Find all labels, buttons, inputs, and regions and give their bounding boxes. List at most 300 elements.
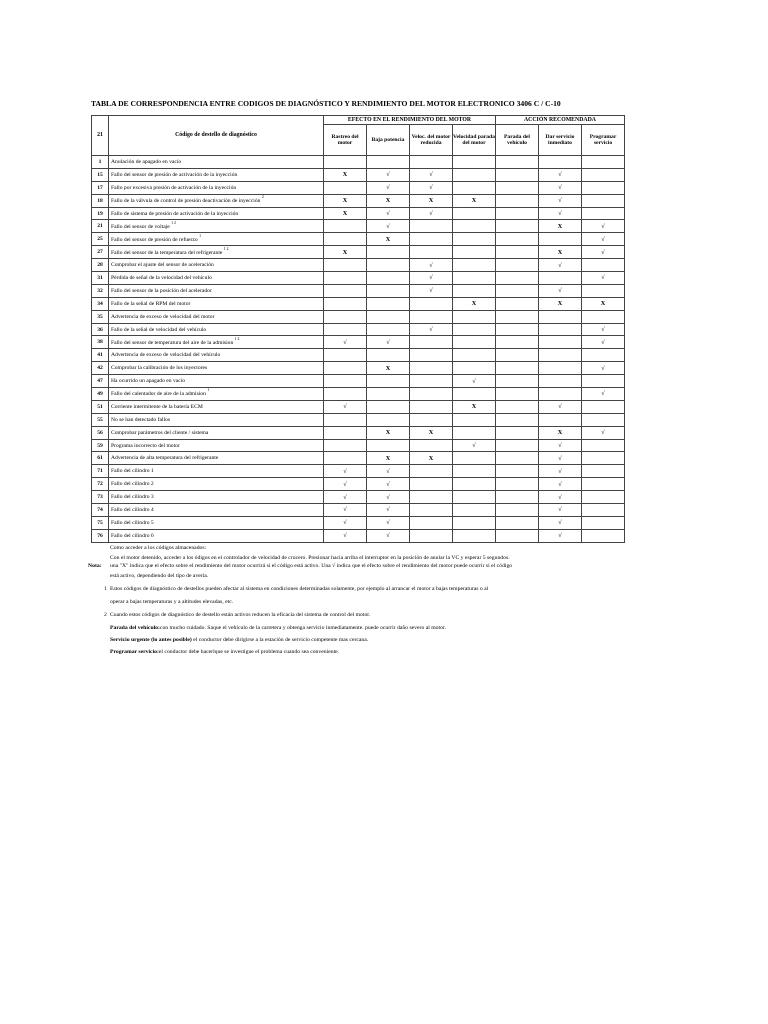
- mark-cell: √: [453, 375, 496, 388]
- note-term: Parada del vehículo:: [110, 624, 160, 631]
- mark-cell: [324, 259, 367, 272]
- mark-cell: [410, 439, 453, 452]
- row-description: [109, 233, 324, 246]
- mark-cell: [496, 452, 539, 465]
- note-line: operar a bajas temperaturas y a altitudes elevadas, etc.: [110, 598, 234, 605]
- table-row: [92, 504, 625, 517]
- row-description-text: Comprobar la calibración de los inyectores: [111, 365, 208, 372]
- row-code: 75: [92, 516, 109, 529]
- mark-cell: X: [539, 426, 582, 439]
- mark-cell: [453, 349, 496, 362]
- mark-cell: √: [324, 491, 367, 504]
- row-description: [109, 426, 324, 439]
- mark-cell: [496, 426, 539, 439]
- mark-cell: [367, 439, 410, 452]
- footnote-ref: 1 2: [234, 336, 240, 341]
- note-line: está activo, dependiendo del tipo de avería.: [110, 572, 209, 579]
- mark-cell: [410, 413, 453, 426]
- mark-cell: √: [367, 181, 410, 194]
- row-description: [109, 362, 324, 375]
- mark-cell: √: [539, 259, 582, 272]
- mark-cell: [324, 233, 367, 246]
- mark-cell: [496, 297, 539, 310]
- mark-cell: √: [324, 336, 367, 349]
- mark-cell: [496, 181, 539, 194]
- mark-cell: √: [324, 529, 367, 542]
- mark-cell: [496, 168, 539, 181]
- mark-cell: [582, 194, 625, 207]
- row-description: [109, 336, 324, 349]
- header-column: Parada del vehículo: [496, 125, 539, 156]
- mark-cell: [453, 323, 496, 336]
- mark-cell: √: [539, 168, 582, 181]
- mark-cell: [539, 362, 582, 375]
- row-description: [109, 516, 324, 529]
- mark-cell: √: [539, 529, 582, 542]
- row-description-text: Fallo del sensor de voltaje: [111, 223, 170, 230]
- row-code: 25: [92, 233, 109, 246]
- row-code: 49: [92, 388, 109, 401]
- mark-cell: [496, 375, 539, 388]
- table-row: [92, 375, 625, 388]
- mark-cell: [324, 297, 367, 310]
- mark-cell: [582, 181, 625, 194]
- check-mark-icon: √: [332, 563, 336, 569]
- mark-cell: √: [410, 181, 453, 194]
- mark-cell: [496, 504, 539, 517]
- mark-cell: [410, 349, 453, 362]
- row-description-text: Corriente intermitente de la batería ECM: [111, 403, 203, 410]
- mark-cell: [367, 284, 410, 297]
- footnote-ref: 1 2: [223, 246, 229, 251]
- row-description: [109, 297, 324, 310]
- mark-cell: [324, 181, 367, 194]
- mark-cell: [324, 388, 367, 401]
- table-row: [92, 362, 625, 375]
- row-description: [109, 491, 324, 504]
- row-description: [109, 246, 324, 259]
- mark-cell: X: [410, 452, 453, 465]
- table-row: [92, 194, 625, 207]
- mark-cell: [410, 233, 453, 246]
- page-title: TABLA DE CORRESPONDENCIA ENTRE CODIGOS DE DIAGNÓSTICO Y RENDIMIENTO DEL MOTOR ELECTRONICO 3406 C / C-10: [91, 99, 561, 108]
- mark-cell: [410, 529, 453, 542]
- mark-cell: √: [539, 207, 582, 220]
- table-row: [92, 349, 625, 362]
- mark-cell: X: [367, 452, 410, 465]
- note-line: indica que el efecto sobre el rendimiento del motor puede ocurrir si el código: [336, 563, 513, 569]
- mark-cell: [367, 375, 410, 388]
- row-code: 32: [92, 284, 109, 297]
- mark-cell: √: [324, 400, 367, 413]
- mark-cell: [453, 413, 496, 426]
- row-description: [109, 349, 324, 362]
- mark-cell: [539, 272, 582, 285]
- mark-cell: [324, 452, 367, 465]
- mark-cell: √: [324, 504, 367, 517]
- mark-cell: [453, 529, 496, 542]
- row-description-text: Fallo del calentador de aire de la admision: [111, 391, 206, 398]
- mark-cell: √: [324, 465, 367, 478]
- mark-cell: √: [324, 516, 367, 529]
- mark-cell: [582, 439, 625, 452]
- note-line: Estos códigos de diagnóstico de destellos pueden afectar al sistema en condiciones determinadas solamente, por ejemplo al arrancar el motor a bajas temperaturas o al: [110, 585, 489, 592]
- mark-cell: [324, 439, 367, 452]
- mark-cell: [496, 194, 539, 207]
- row-description: [109, 465, 324, 478]
- mark-cell: [410, 400, 453, 413]
- mark-cell: [453, 465, 496, 478]
- mark-cell: √: [410, 272, 453, 285]
- mark-cell: X: [539, 220, 582, 233]
- row-description-text: Ha ocurrido un apagado en vacío: [111, 378, 186, 385]
- mark-cell: X: [367, 194, 410, 207]
- mark-cell: [324, 310, 367, 323]
- row-description: [109, 259, 324, 272]
- mark-cell: √: [367, 336, 410, 349]
- table-row: [92, 388, 625, 401]
- row-code: 55: [92, 413, 109, 426]
- mark-cell: X: [367, 426, 410, 439]
- row-description-text: Fallo del cilindro 6: [111, 532, 154, 539]
- mark-cell: √: [539, 452, 582, 465]
- mark-cell: [367, 413, 410, 426]
- mark-cell: [496, 478, 539, 491]
- mark-cell: X: [324, 194, 367, 207]
- mark-cell: [582, 400, 625, 413]
- row-code: 21: [92, 220, 109, 233]
- mark-cell: [496, 220, 539, 233]
- mark-cell: [410, 465, 453, 478]
- note-line: Como acceder a los códigos almacenados:: [110, 545, 207, 551]
- header-column: Baja potencia: [367, 125, 410, 156]
- mark-cell: [582, 516, 625, 529]
- row-description-text: Fallo del sensor de presión de refuerzo: [111, 236, 198, 243]
- mark-cell: √: [582, 336, 625, 349]
- mark-cell: [453, 388, 496, 401]
- footnote-ref: 1: [207, 388, 210, 393]
- mark-cell: [367, 246, 410, 259]
- mark-cell: √: [410, 207, 453, 220]
- mark-cell: [324, 284, 367, 297]
- mark-cell: [453, 362, 496, 375]
- row-description-text: Fallo del cilindro 5: [111, 519, 154, 526]
- mark-cell: [367, 297, 410, 310]
- table-row: [92, 310, 625, 323]
- mark-cell: [496, 439, 539, 452]
- mark-cell: [367, 156, 410, 169]
- row-description-text: Fallo de la señal de RPM del motor: [111, 300, 191, 307]
- mark-cell: X: [324, 207, 367, 220]
- row-description: [109, 529, 324, 542]
- row-code: 76: [92, 529, 109, 542]
- mark-cell: √: [410, 168, 453, 181]
- header-column: Velocidad parada del motor: [453, 125, 496, 156]
- row-code: 18: [92, 194, 109, 207]
- mark-cell: [367, 388, 410, 401]
- mark-cell: √: [367, 529, 410, 542]
- mark-cell: X: [367, 233, 410, 246]
- table-row: [92, 491, 625, 504]
- row-description: [109, 439, 324, 452]
- row-description: [109, 310, 324, 323]
- mark-cell: √: [582, 362, 625, 375]
- mark-cell: [410, 388, 453, 401]
- mark-cell: [410, 246, 453, 259]
- header-code: 21: [92, 116, 109, 156]
- mark-cell: √: [539, 478, 582, 491]
- mark-cell: [582, 207, 625, 220]
- mark-cell: [410, 362, 453, 375]
- table-row: [92, 516, 625, 529]
- mark-cell: [324, 375, 367, 388]
- mark-cell: √: [367, 465, 410, 478]
- table-row: [92, 529, 625, 542]
- header-description: Código de destello de diagnóstico: [109, 116, 324, 156]
- row-description: [109, 400, 324, 413]
- mark-cell: √: [453, 439, 496, 452]
- table-row: [92, 284, 625, 297]
- mark-cell: [582, 452, 625, 465]
- mark-cell: [453, 491, 496, 504]
- row-description-text: Advertencia de exceso de velocidad del motor: [111, 313, 215, 320]
- mark-cell: √: [539, 284, 582, 297]
- row-description-text: Fallo del cilindro 4: [111, 506, 154, 513]
- mark-cell: √: [539, 181, 582, 194]
- mark-cell: X: [539, 246, 582, 259]
- note-term: Servicio urgente (lo antes posible): [110, 636, 192, 643]
- row-description-text: Fallo del sensor de la posición del acelerador: [111, 287, 212, 294]
- table-row: [92, 400, 625, 413]
- mark-cell: [496, 349, 539, 362]
- row-description-text: Fallo de la válvula de control de presión deactivación de inyección: [111, 198, 261, 205]
- mark-cell: √: [539, 400, 582, 413]
- mark-cell: [582, 491, 625, 504]
- mark-cell: [324, 156, 367, 169]
- table-row: [92, 336, 625, 349]
- row-description: [109, 388, 324, 401]
- row-description-text: Fallo de la señal de velocidad del vehículo: [111, 326, 207, 333]
- mark-cell: [539, 156, 582, 169]
- table-row: [92, 181, 625, 194]
- mark-cell: √: [582, 388, 625, 401]
- row-description-text: Fallo del sensor de presión de activación de la inyección: [111, 171, 238, 178]
- mark-cell: [582, 259, 625, 272]
- row-description-text: Fallo de sistema de presión de activación de la inyección: [111, 210, 239, 217]
- mark-cell: [496, 362, 539, 375]
- mark-cell: [539, 310, 582, 323]
- row-description: [109, 413, 324, 426]
- mark-cell: X: [582, 297, 625, 310]
- mark-cell: [453, 478, 496, 491]
- mark-cell: [453, 181, 496, 194]
- mark-cell: √: [410, 259, 453, 272]
- row-description-text: Fallo del cilindro 3: [111, 494, 154, 501]
- row-description: [109, 168, 324, 181]
- mark-cell: [496, 246, 539, 259]
- note-line: el conductor debe dirigirse a la estación de servicio competente mas cercana.: [191, 636, 369, 643]
- mark-cell: [367, 349, 410, 362]
- mark-cell: [453, 504, 496, 517]
- row-code: 38: [92, 336, 109, 349]
- mark-cell: X: [453, 400, 496, 413]
- mark-cell: √: [582, 233, 625, 246]
- row-code: 28: [92, 259, 109, 272]
- mark-cell: [324, 413, 367, 426]
- row-code: 74: [92, 504, 109, 517]
- table-row: [92, 452, 625, 465]
- mark-cell: [496, 323, 539, 336]
- row-description: [109, 207, 324, 220]
- footnote-ref: 1 2: [171, 220, 176, 225]
- note-term: Programar servicio:: [110, 648, 159, 655]
- mark-cell: [539, 349, 582, 362]
- mark-cell: [453, 426, 496, 439]
- mark-cell: X: [410, 194, 453, 207]
- mark-cell: [582, 478, 625, 491]
- row-description: [109, 284, 324, 297]
- mark-cell: [496, 529, 539, 542]
- mark-cell: [453, 220, 496, 233]
- mark-cell: [410, 156, 453, 169]
- mark-cell: [496, 336, 539, 349]
- mark-cell: √: [367, 516, 410, 529]
- mark-cell: [324, 272, 367, 285]
- note-line: una "X" indica que el efecto sobre el rendimiento del motor ocurrirá si el código está activo. Una: [110, 563, 331, 569]
- mark-cell: √: [410, 323, 453, 336]
- header-column: Veloc. del motor reducida: [410, 125, 453, 156]
- row-code: 27: [92, 246, 109, 259]
- mark-cell: [496, 233, 539, 246]
- row-description: [109, 156, 324, 169]
- row-description-text: Programa incorrecto del motor: [111, 442, 180, 449]
- mark-cell: [453, 516, 496, 529]
- mark-cell: X: [539, 297, 582, 310]
- table-row: [92, 426, 625, 439]
- mark-cell: [410, 491, 453, 504]
- mark-cell: √: [367, 504, 410, 517]
- row-description: [109, 194, 324, 207]
- mark-cell: [410, 220, 453, 233]
- mark-cell: [582, 375, 625, 388]
- mark-cell: [582, 284, 625, 297]
- mark-cell: [496, 284, 539, 297]
- table-row: [92, 168, 625, 181]
- header-group-action: ACCIÓN RECOMENDADA: [496, 116, 625, 125]
- mark-cell: √: [582, 272, 625, 285]
- mark-cell: [496, 491, 539, 504]
- row-code: 35: [92, 310, 109, 323]
- mark-cell: √: [582, 246, 625, 259]
- row-code: 41: [92, 349, 109, 362]
- mark-cell: [453, 452, 496, 465]
- mark-cell: [410, 310, 453, 323]
- mark-cell: [539, 323, 582, 336]
- row-description-text: Fallo del sensor de temperatura del aire de la admision: [111, 339, 234, 346]
- table-row: [92, 297, 625, 310]
- mark-cell: [453, 156, 496, 169]
- row-description-text: Pérdida de señal de la velocidad del vehículo: [111, 274, 212, 281]
- mark-cell: X: [410, 426, 453, 439]
- row-description-text: Advertencia de alta temperatura del refrigerante: [111, 455, 219, 462]
- mark-cell: [496, 516, 539, 529]
- mark-cell: √: [367, 168, 410, 181]
- mark-cell: [453, 207, 496, 220]
- mark-cell: √: [582, 426, 625, 439]
- row-description: [109, 504, 324, 517]
- table-row: [92, 259, 625, 272]
- row-code: 36: [92, 323, 109, 336]
- header-column: Rastreo del motor: [324, 125, 367, 156]
- mark-cell: X: [453, 297, 496, 310]
- row-code: 31: [92, 272, 109, 285]
- row-code: 47: [92, 375, 109, 388]
- mark-cell: [453, 233, 496, 246]
- mark-cell: [582, 156, 625, 169]
- note-line: Con el motor detenido, acceder a los ódigos en el controlador de velocidad de crucero. Presionar hacia arriba el interruptor en la posición de anular la VC y esperar 5 segundos.: [110, 554, 510, 561]
- header-group-effect: EFECTO EN EL RENDIMIENTO DEL MOTOR: [324, 116, 496, 125]
- note-number: 1: [104, 585, 107, 592]
- mark-cell: [539, 375, 582, 388]
- note-line: con mucho cuidado. Saque el vehículo de la carretera y obtenga servicio inmediatamente. puede ocurrir daño severo al motor.: [159, 624, 446, 631]
- mark-cell: [324, 220, 367, 233]
- mark-cell: [410, 504, 453, 517]
- table-row: [92, 413, 625, 426]
- row-code: 71: [92, 465, 109, 478]
- mark-cell: [453, 259, 496, 272]
- row-code: 59: [92, 439, 109, 452]
- row-code: 56: [92, 426, 109, 439]
- row-code: 34: [92, 297, 109, 310]
- footnote-ref: 1: [199, 233, 201, 238]
- mark-cell: [582, 529, 625, 542]
- mark-cell: [367, 259, 410, 272]
- mark-cell: [410, 297, 453, 310]
- mark-cell: [496, 259, 539, 272]
- mark-cell: √: [539, 491, 582, 504]
- note-line: el conductor debe hacerlque se investigue el problema cuando sea conveniente.: [158, 648, 340, 655]
- row-description-text: Fallo del cilindro 1: [111, 468, 154, 475]
- row-description-text: Advertencia de exceso de velocidad del vehículo: [111, 352, 221, 359]
- mark-cell: √: [539, 516, 582, 529]
- mark-cell: [324, 349, 367, 362]
- row-description: [109, 272, 324, 285]
- mark-cell: √: [539, 439, 582, 452]
- mark-cell: [453, 336, 496, 349]
- row-description-text: Comprobar el ajuste del sensor de aceleración: [111, 262, 214, 269]
- mark-cell: √: [582, 323, 625, 336]
- mark-cell: [453, 284, 496, 297]
- mark-cell: [410, 516, 453, 529]
- mark-cell: [324, 323, 367, 336]
- mark-cell: √: [539, 194, 582, 207]
- mark-cell: [496, 400, 539, 413]
- mark-cell: [582, 310, 625, 323]
- notes-section: [88, 546, 648, 659]
- mark-cell: √: [367, 491, 410, 504]
- row-description: [109, 220, 324, 233]
- mark-cell: [410, 336, 453, 349]
- row-description-text: No se han detectado fallos: [111, 416, 171, 423]
- mark-cell: [453, 168, 496, 181]
- mark-cell: [539, 388, 582, 401]
- mark-cell: √: [582, 220, 625, 233]
- mark-cell: [539, 233, 582, 246]
- mark-cell: [539, 336, 582, 349]
- mark-cell: [410, 478, 453, 491]
- mark-cell: [453, 272, 496, 285]
- mark-cell: [367, 272, 410, 285]
